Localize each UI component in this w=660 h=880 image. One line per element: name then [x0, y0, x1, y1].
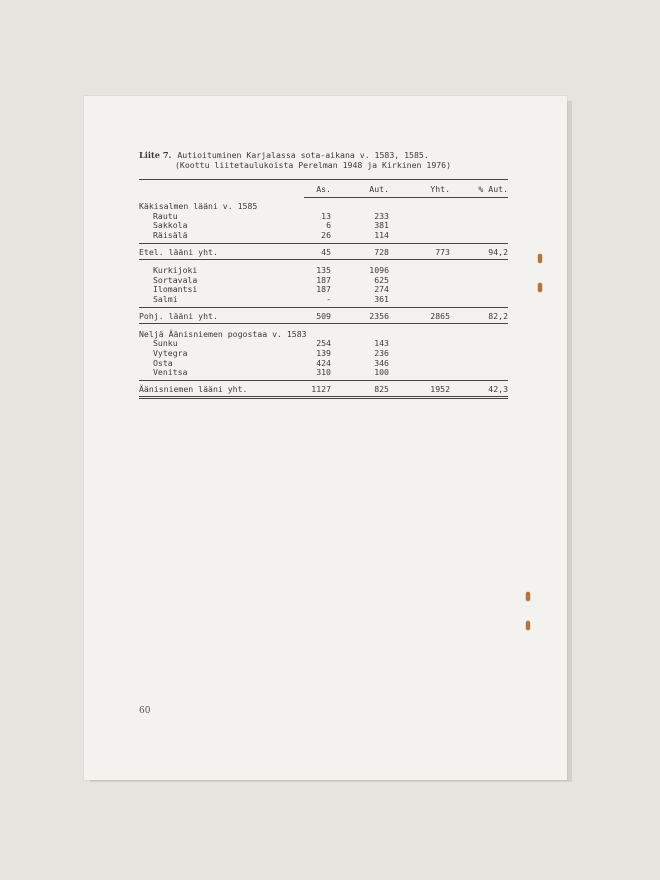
- binding-hole: [526, 592, 530, 601]
- caption-source: (Koottu liitetaulukoista Perelman 1948 ja Kirkinen 1976): [175, 160, 452, 170]
- total-yht-value: 1952: [430, 384, 450, 395]
- row-aut-value: 346: [374, 357, 389, 368]
- row-as-value: 135: [316, 264, 331, 275]
- total-as-value: 509: [316, 310, 331, 321]
- total-name: Pohj. lääni yht.: [139, 310, 218, 321]
- column-header: % Aut.: [478, 184, 508, 194]
- section-heading: Neljä Äänisniemen pogostaa v. 1583: [139, 328, 307, 339]
- binding-hole: [526, 621, 530, 630]
- row-name: Osta: [153, 357, 173, 368]
- row-as-value: 187: [316, 284, 331, 295]
- row-as-value: 13: [321, 210, 331, 221]
- page-number: 60: [139, 706, 151, 716]
- row-name: Sunku: [153, 338, 178, 349]
- total-as-value: 45: [321, 246, 331, 257]
- column-header: As.: [316, 184, 331, 194]
- row-as-value: 6: [326, 220, 331, 231]
- row-as-value: -: [326, 293, 331, 304]
- total-pct-value: 42,3: [488, 384, 508, 395]
- total-yht-value: 773: [435, 246, 450, 257]
- section-end-rule: [139, 259, 508, 260]
- row-aut-value: 1096: [369, 264, 389, 275]
- total-aut-value: 825: [374, 384, 389, 395]
- row-aut-value: 625: [374, 274, 389, 285]
- section-end-rule: [139, 396, 508, 397]
- subtotal-rule: [139, 380, 508, 381]
- row-as-value: 139: [316, 348, 331, 358]
- column-header: Aut.: [369, 184, 389, 194]
- total-aut-value: 2356: [369, 310, 389, 321]
- row-as-value: 187: [316, 274, 331, 285]
- total-name: Äänisniemen lääni yht.: [139, 384, 248, 395]
- row-aut-value: 236: [374, 348, 389, 358]
- subtotal-rule: [139, 243, 508, 244]
- header-rule: [304, 197, 508, 198]
- binding-hole: [538, 283, 542, 292]
- row-name: Vytegra: [153, 348, 188, 358]
- row-aut-value: 100: [374, 367, 389, 378]
- column-header: Yht.: [430, 184, 450, 194]
- row-as-value: 254: [316, 338, 331, 349]
- row-name: Sakkola: [153, 220, 188, 231]
- total-pct-value: 94,2: [488, 246, 508, 257]
- row-name: Räisälä: [153, 230, 188, 241]
- row-name: Rautu: [153, 210, 178, 221]
- row-name: Venitsa: [153, 367, 188, 378]
- table-bottom-rule: [139, 398, 508, 399]
- row-as-value: 26: [321, 230, 331, 241]
- table-top-rule: [139, 179, 508, 180]
- row-name: Ilomantsi: [153, 284, 198, 295]
- row-aut-value: 274: [374, 284, 389, 295]
- row-name: Salmi: [153, 293, 178, 304]
- row-aut-value: 361: [374, 293, 389, 304]
- row-as-value: 310: [316, 367, 331, 378]
- row-as-value: 424: [316, 357, 331, 368]
- total-as-value: 1127: [311, 384, 331, 395]
- row-aut-value: 233: [374, 210, 389, 221]
- row-aut-value: 381: [374, 220, 389, 231]
- total-yht-value: 2865: [430, 310, 450, 321]
- caption-title: Autioituminen Karjalassa sota-aikana v. 1583, 1585.: [177, 150, 429, 160]
- row-name: Kurkijoki: [153, 264, 198, 275]
- binding-hole: [538, 254, 542, 263]
- section-heading: Käkisalmen lääni v. 1585: [139, 201, 258, 211]
- total-name: Etel. lääni yht.: [139, 246, 218, 257]
- document-page: [84, 96, 567, 780]
- row-aut-value: 143: [374, 338, 389, 349]
- total-aut-value: 728: [374, 246, 389, 257]
- section-end-rule: [139, 323, 508, 324]
- row-name: Sortavala: [153, 274, 198, 285]
- table-caption: [139, 150, 451, 170]
- caption-label: Liite 7.: [139, 150, 172, 160]
- subtotal-rule: [139, 307, 508, 308]
- total-pct-value: 82,2: [488, 310, 508, 321]
- row-aut-value: 114: [374, 230, 389, 241]
